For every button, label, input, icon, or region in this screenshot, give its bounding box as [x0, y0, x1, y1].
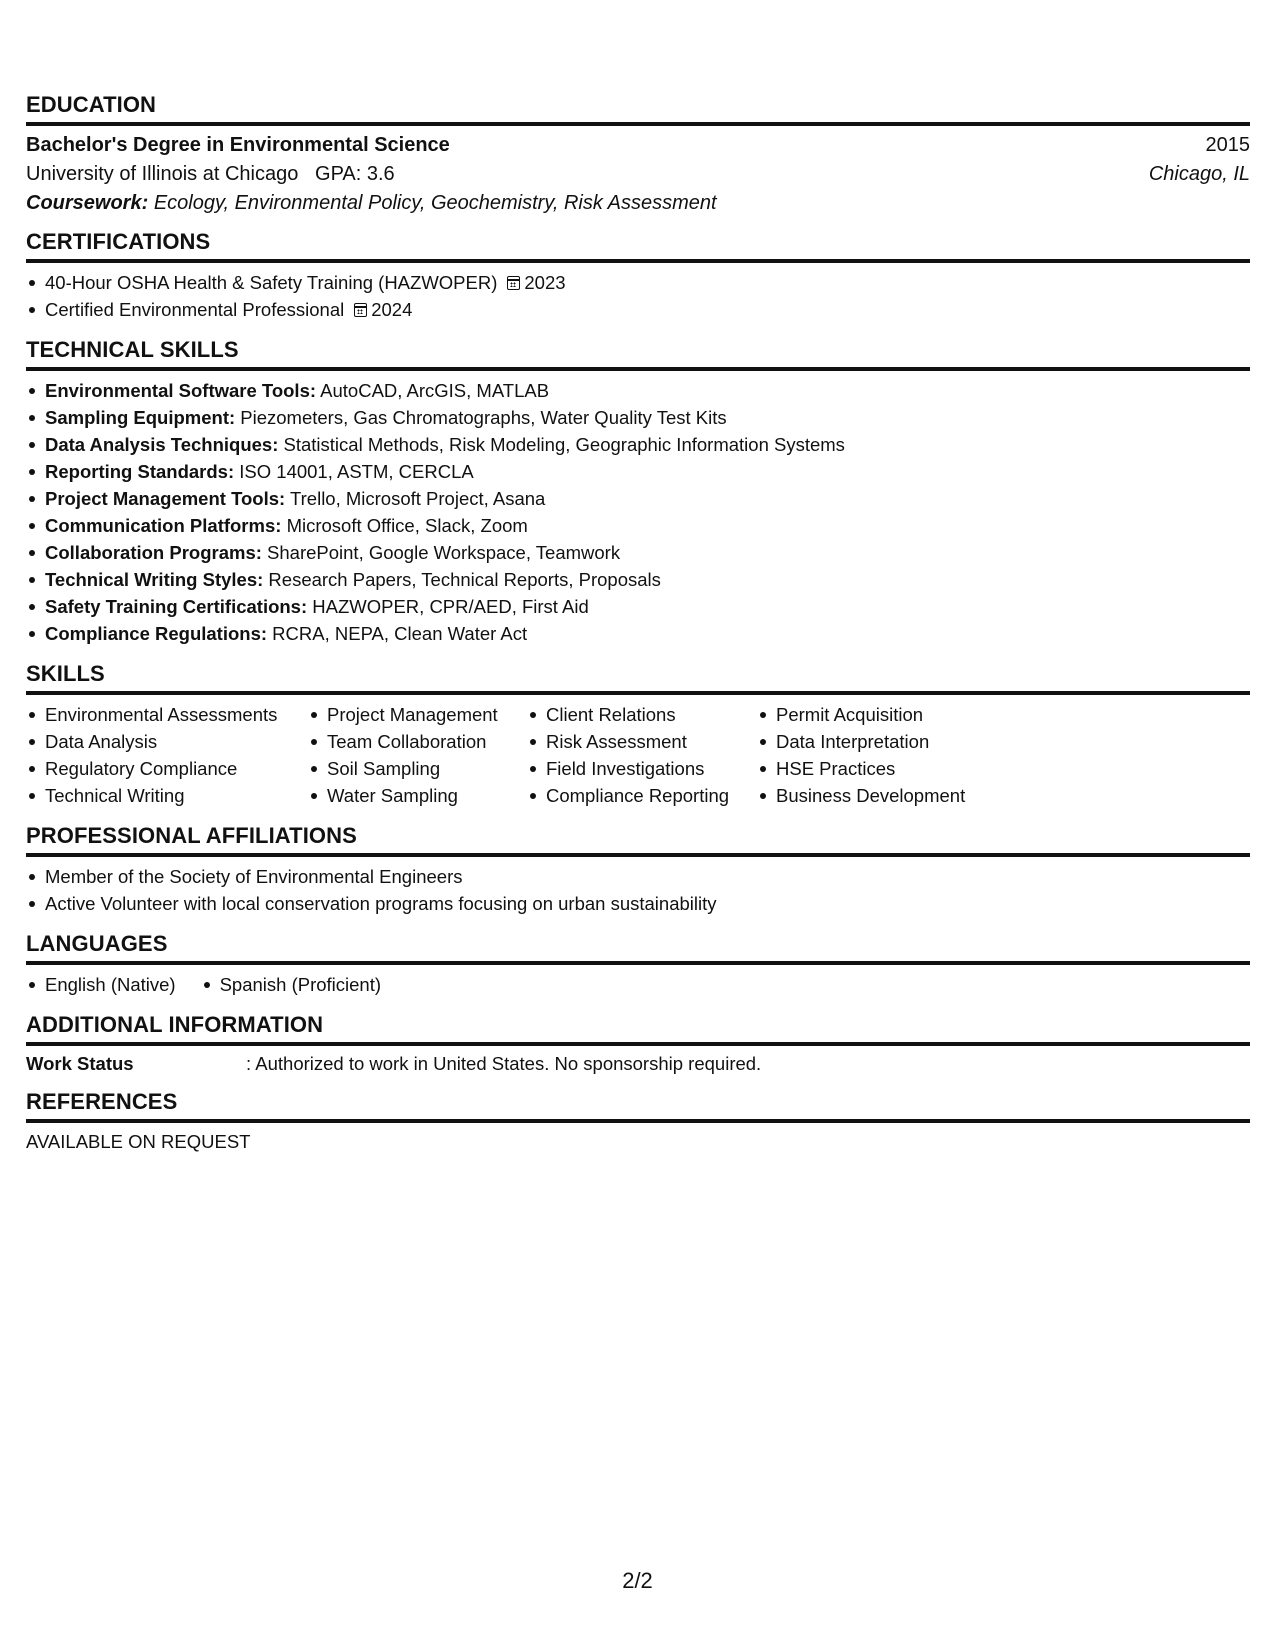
skill-category: Data Analysis Techniques: [45, 434, 279, 455]
list-item [26, 377, 1250, 404]
references-heading: REFERENCES [26, 1089, 1250, 1123]
list-item: Field Investigations [527, 755, 757, 782]
affiliations-list [26, 863, 1250, 917]
list-item [26, 431, 1250, 458]
list-item: Data Analysis [26, 728, 308, 755]
list-item: Member of the Society of Environmental Engineers [26, 863, 1250, 890]
coursework-label: Coursework: [26, 192, 149, 214]
school-name: University of Illinois at Chicago [26, 163, 299, 185]
technical-skills-heading: TECHNICAL SKILLS [26, 337, 1250, 371]
languages-list [26, 971, 1250, 998]
gpa: GPA: 3.6 [315, 163, 395, 185]
list-item [26, 404, 1250, 431]
list-item: Technical Writing [26, 782, 308, 809]
skill-values: AutoCAD, ArcGIS, MATLAB [320, 380, 550, 401]
skill-values: ISO 14001, ASTM, CERCLA [239, 461, 474, 482]
list-item: English (Native) [26, 971, 176, 998]
skills-column [26, 701, 308, 809]
skills-column [527, 701, 757, 809]
references-text: AVAILABLE ON REQUEST [26, 1131, 251, 1152]
skill-values: Microsoft Office, Slack, Zoom [286, 515, 528, 536]
skill-category: Safety Training Certifications: [45, 596, 308, 617]
list-item: Business Development [757, 782, 1017, 809]
skill-category: Compliance Regulations: [45, 623, 268, 644]
work-status-value: : Authorized to work in United States. No sponsorship required. [246, 1053, 762, 1074]
certification-name: Certified Environmental Professional [45, 299, 345, 320]
list-item: Spanish (Proficient) [201, 971, 381, 998]
list-item [26, 512, 1250, 539]
list-item [26, 566, 1250, 593]
certifications-section [26, 229, 1250, 323]
skill-values: RCRA, NEPA, Clean Water Act [272, 623, 528, 644]
skills-heading: SKILLS [26, 661, 1250, 695]
education-school-row [26, 157, 1250, 186]
skill-category: Collaboration Programs: [45, 542, 262, 563]
list-item [26, 269, 1250, 296]
skill-category: Sampling Equipment: [45, 407, 236, 428]
skill-values: Research Papers, Technical Reports, Proposals [268, 569, 661, 590]
degree-name: Bachelor's Degree in Environmental Science [26, 134, 450, 156]
skill-category: Communication Platforms: [45, 515, 282, 536]
school-location: Chicago, IL [1148, 163, 1250, 185]
list-item: Client Relations [527, 701, 757, 728]
list-item: Data Interpretation [757, 728, 1017, 755]
list-item [26, 296, 1250, 323]
resume-page [26, 92, 1250, 1167]
skill-values: Trello, Microsoft Project, Asana [290, 488, 546, 509]
work-status-row [26, 1053, 1250, 1075]
certifications-heading: CERTIFICATIONS [26, 229, 1250, 263]
list-item: Compliance Reporting [527, 782, 757, 809]
additional-info-heading: ADDITIONAL INFORMATION [26, 1012, 1250, 1046]
list-item: Team Collaboration [308, 728, 527, 755]
additional-info-section [26, 1012, 1250, 1075]
certification-year: 2024 [371, 299, 413, 320]
school-info [26, 163, 395, 186]
list-item: Soil Sampling [308, 755, 527, 782]
degree-year: 2015 [1205, 134, 1250, 156]
work-status-label: Work Status [26, 1053, 134, 1074]
calendar-icon [354, 303, 367, 317]
technical-skills-section [26, 337, 1250, 647]
calendar-icon [507, 276, 520, 290]
skill-values: Statistical Methods, Risk Modeling, Geographic Information Systems [283, 434, 845, 455]
education-heading: EDUCATION [26, 92, 1250, 126]
list-item [26, 539, 1250, 566]
list-item [26, 485, 1250, 512]
skill-category: Reporting Standards: [45, 461, 235, 482]
list-item: Risk Assessment [527, 728, 757, 755]
affiliations-heading: PROFESSIONAL AFFILIATIONS [26, 823, 1250, 857]
skills-column [757, 701, 1017, 809]
skills-section [26, 661, 1250, 809]
technical-skills-list [26, 377, 1250, 647]
list-item [26, 458, 1250, 485]
certification-year: 2023 [524, 272, 566, 293]
education-section [26, 92, 1250, 215]
list-item: HSE Practices [757, 755, 1017, 782]
skills-grid [26, 701, 1250, 809]
languages-heading: LANGUAGES [26, 931, 1250, 965]
languages-section [26, 931, 1250, 998]
skills-column [308, 701, 527, 809]
affiliations-section [26, 823, 1250, 917]
page-number: 2/2 [622, 1568, 653, 1593]
coursework [26, 192, 1250, 215]
list-item [26, 593, 1250, 620]
list-item: Active Volunteer with local conservation programs focusing on urban sustainability [26, 890, 1250, 917]
skill-values: SharePoint, Google Workspace, Teamwork [267, 542, 621, 563]
certifications-list [26, 269, 1250, 323]
coursework-list: Ecology, Environmental Policy, Geochemistry, Risk Assessment [153, 192, 717, 214]
certification-name: 40-Hour OSHA Health & Safety Training (HAZWOPER) [45, 272, 498, 293]
skill-category: Project Management Tools: [45, 488, 286, 509]
list-item: Regulatory Compliance [26, 755, 308, 782]
list-item: Project Management [308, 701, 527, 728]
skill-category: Environmental Software Tools: [45, 380, 317, 401]
skill-values: Piezometers, Gas Chromatographs, Water Quality Test Kits [240, 407, 727, 428]
references-section [26, 1089, 1250, 1153]
list-item: Permit Acquisition [757, 701, 1017, 728]
list-item: Environmental Assessments [26, 701, 308, 728]
education-degree-row [26, 126, 1250, 157]
list-item [26, 620, 1250, 647]
skill-category: Technical Writing Styles: [45, 569, 264, 590]
skill-values: HAZWOPER, CPR/AED, First Aid [312, 596, 589, 617]
list-item: Water Sampling [308, 782, 527, 809]
